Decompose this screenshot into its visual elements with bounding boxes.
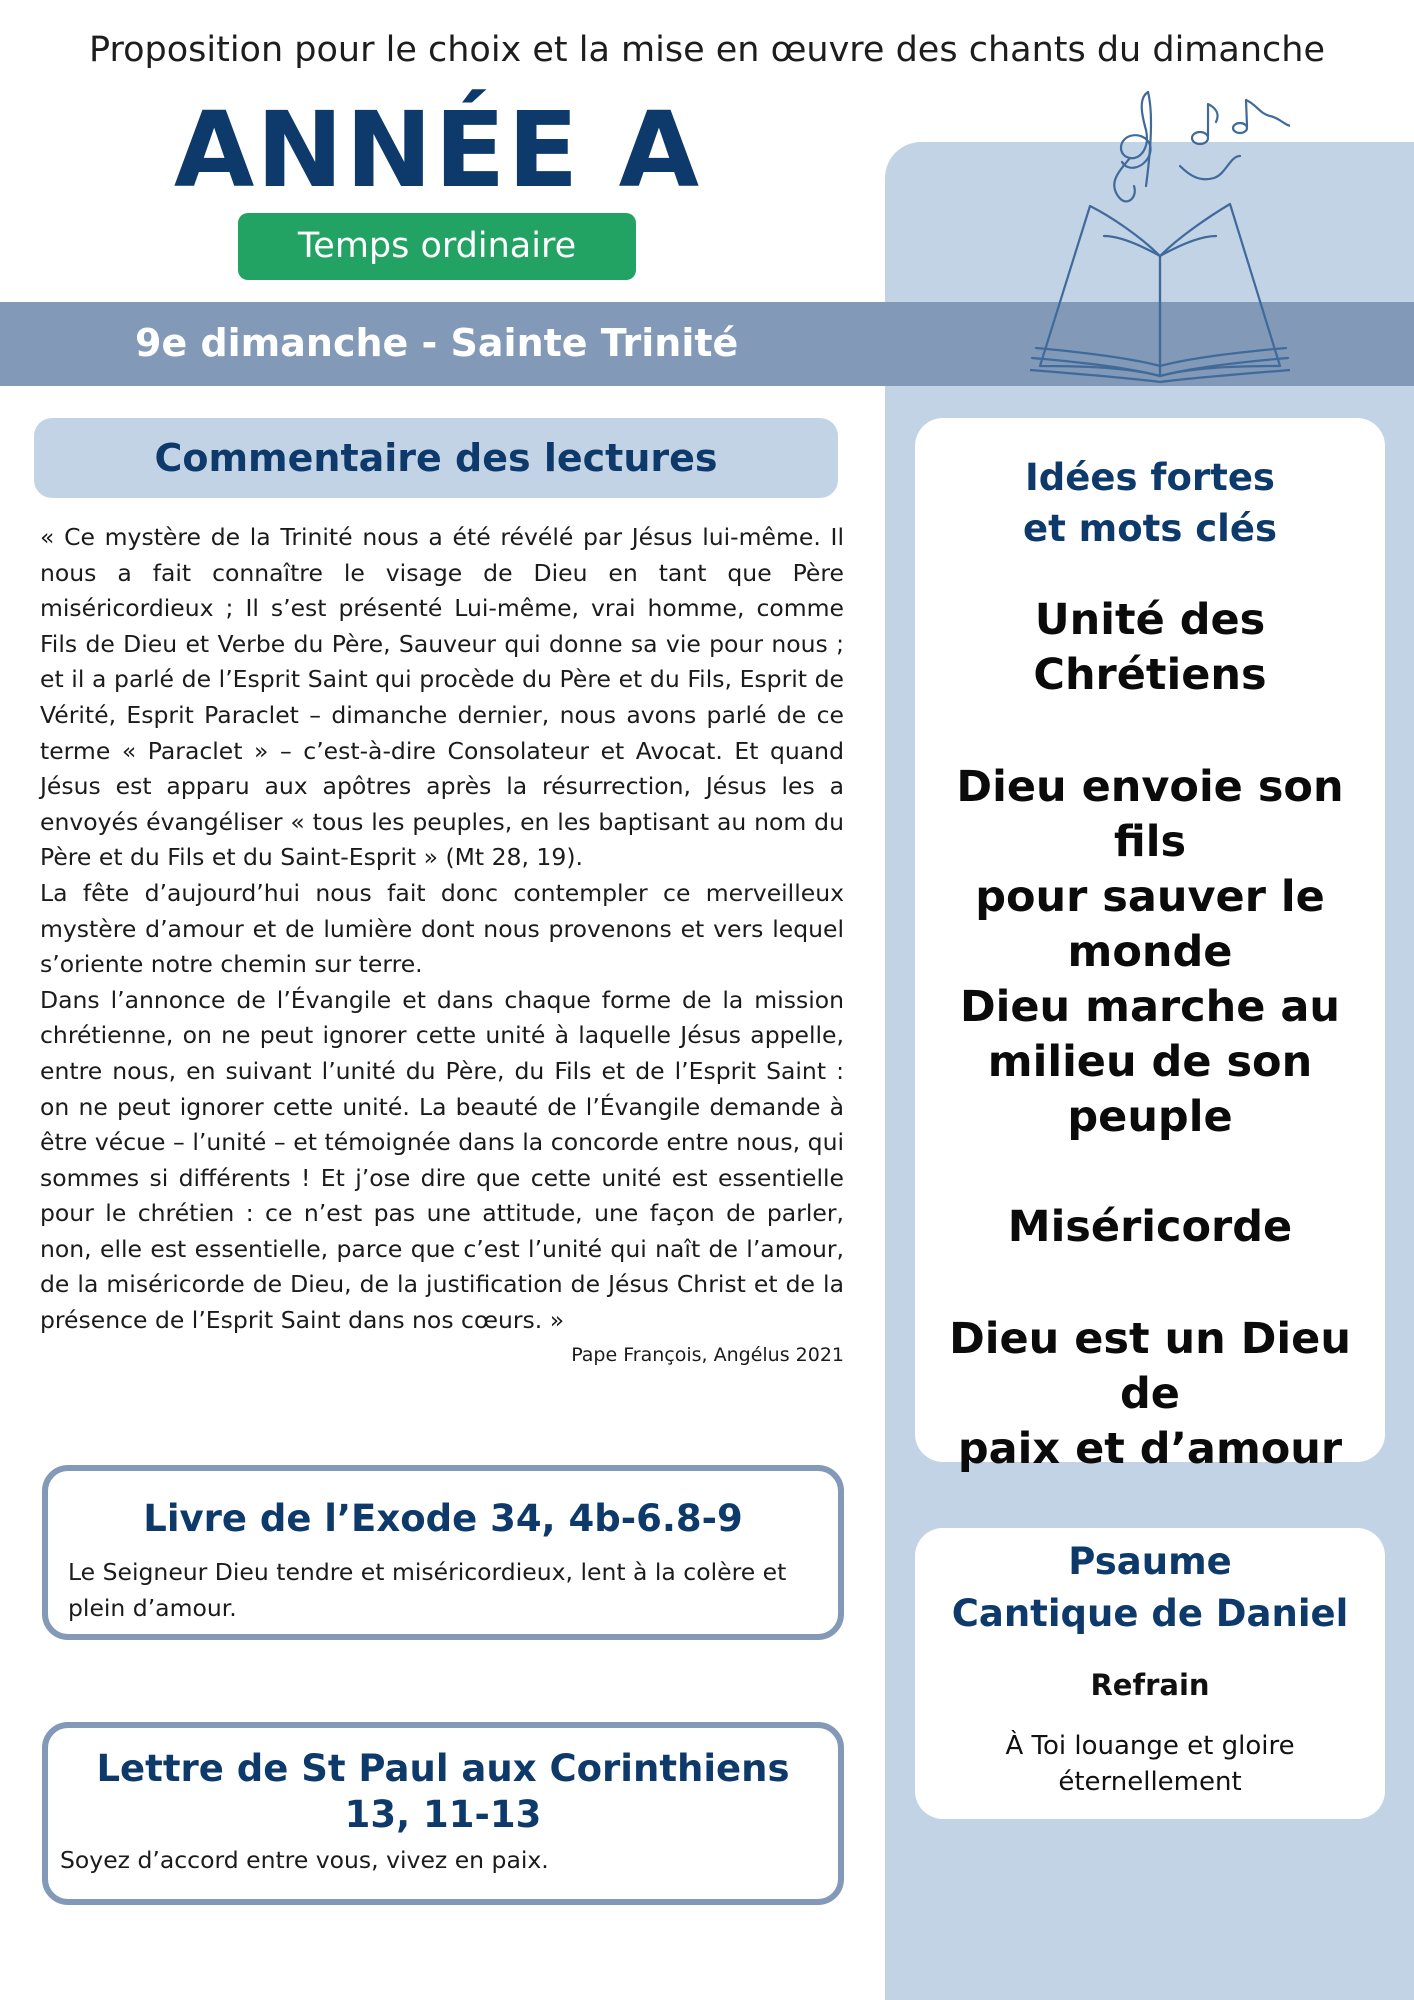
reading-card-corinthiens [42, 1722, 844, 1905]
year-title: ANNÉE A [173, 89, 702, 211]
key-ideas-title-line1: Idées fortes [1025, 456, 1275, 499]
keyword-line: peuple [1067, 1092, 1233, 1142]
sunday-title: 9e dimanche - Sainte Trinité [135, 321, 739, 365]
keyword-line: Miséricorde [1007, 1202, 1293, 1252]
keyword-line: Unité des [1034, 595, 1266, 645]
reading-title-line2: 13, 11-13 [344, 1793, 542, 1836]
keyword-line: monde [1067, 927, 1233, 977]
keyword-item [915, 1312, 1385, 1477]
commentary-attribution: Pape François, Angélus 2021 [571, 1344, 844, 1366]
keyword-item [915, 980, 1385, 1145]
keyword-line: Dieu envoie son fils [956, 762, 1344, 867]
commentary-paragraph: Dans l’annonce de l’Évangile et dans chaque forme de la mission chrétienne, on ne peut ignorer cette unité à laquelle Jésus appelle, entre nous, en suivant l’unité du Père, du Fils et de l’Esprit Saint : on ne peut ignorer cette unité. La beauté de l’Évangile demande à être vécue – l’unité – et témoignée dans la concorde entre nous, qui sommes si différents ! Et j’ose dire que cette unité est essentielle pour le chrétien : ce n’est pas une attitude, une façon de parler, non, elle est essentielle, parce que c’est l’unité qui naît de l’amour, de la miséricorde de Dieu, de la justification de Jésus Christ et de la présence de l’Esprit Saint dans nos cœurs. » [40, 985, 844, 1335]
keyword-line: Chrétiens [1033, 650, 1267, 700]
keyword-item [915, 593, 1385, 703]
psalm-title-line1: Psaume [1068, 1540, 1232, 1583]
open-book-music-notes-icon [1030, 86, 1290, 386]
key-ideas-title [915, 452, 1385, 554]
commentary-paragraph: La fête d’aujourd’hui nous fait donc contempler ce merveilleux mystère d’amour et de lumière dont nous provenons et vers lequel s’oriente notre chemin sur terre. [40, 878, 844, 979]
reading-summary: Soyez d’accord entre vous, vivez en paix. [60, 1846, 549, 1874]
key-ideas-title-line2: et mots clés [1023, 507, 1277, 550]
keyword-line: paix et d’amour [957, 1424, 1343, 1474]
refrain-text: À Toi louange et gloire éternellement [1005, 1731, 1295, 1797]
keyword-item [915, 1200, 1385, 1255]
keyword-line: Dieu est un Dieu de [949, 1314, 1351, 1419]
reading-title-line1: Lettre de St Paul aux Corinthiens [96, 1747, 790, 1790]
season-badge: Temps ordinaire [238, 213, 636, 280]
keyword-line: pour sauver le [975, 872, 1325, 922]
commentary-text [40, 520, 844, 1339]
keyword-line: Dieu marche au [959, 982, 1341, 1032]
reading-title: Livre de l’Exode 34, 4b-6.8-9 [143, 1497, 743, 1540]
commentary-heading: Commentaire des lectures [34, 418, 838, 498]
keyword-line: milieu de son [987, 1037, 1313, 1087]
psalm-title-line2: Cantique de Daniel [951, 1592, 1349, 1635]
keyword-item [915, 760, 1385, 980]
reading-card-exode [42, 1465, 844, 1640]
psalm-title [915, 1536, 1385, 1640]
page-tagline: Proposition pour le choix et la mise en œuvre des chants du dimanche [88, 30, 1325, 70]
refrain-label: Refrain [1090, 1668, 1210, 1702]
commentary-paragraph: « Ce mystère de la Trinité nous a été révélé par Jésus lui-même. Il nous a fait connaître le visage de Dieu en tant que Père miséricordieux ; Il s’est présenté Lui-même, vrai homme, comme Fils de Dieu et Verbe du Père, Sauveur qui donne sa vie pour nous ; et il a parlé de l’Esprit Saint qui procède du Père et du Fils, Esprit de Vérité, Esprit Paraclet – dimanche dernier, nous avons parlé de ce terme « Paraclet » – c’est-à-dire Consolateur et Avocat. Et quand Jésus est apparu aux apôtres après la résurrection, Jésus les a envoyés évangéliser « tous les peuples, en les baptisant au nom du Père et du Fils et du Saint-Esprit » (Mt 28, 19). [40, 523, 844, 872]
reading-summary: Le Seigneur Dieu tendre et miséricordieux, lent à la colère et plein d’amour. [68, 1558, 787, 1622]
